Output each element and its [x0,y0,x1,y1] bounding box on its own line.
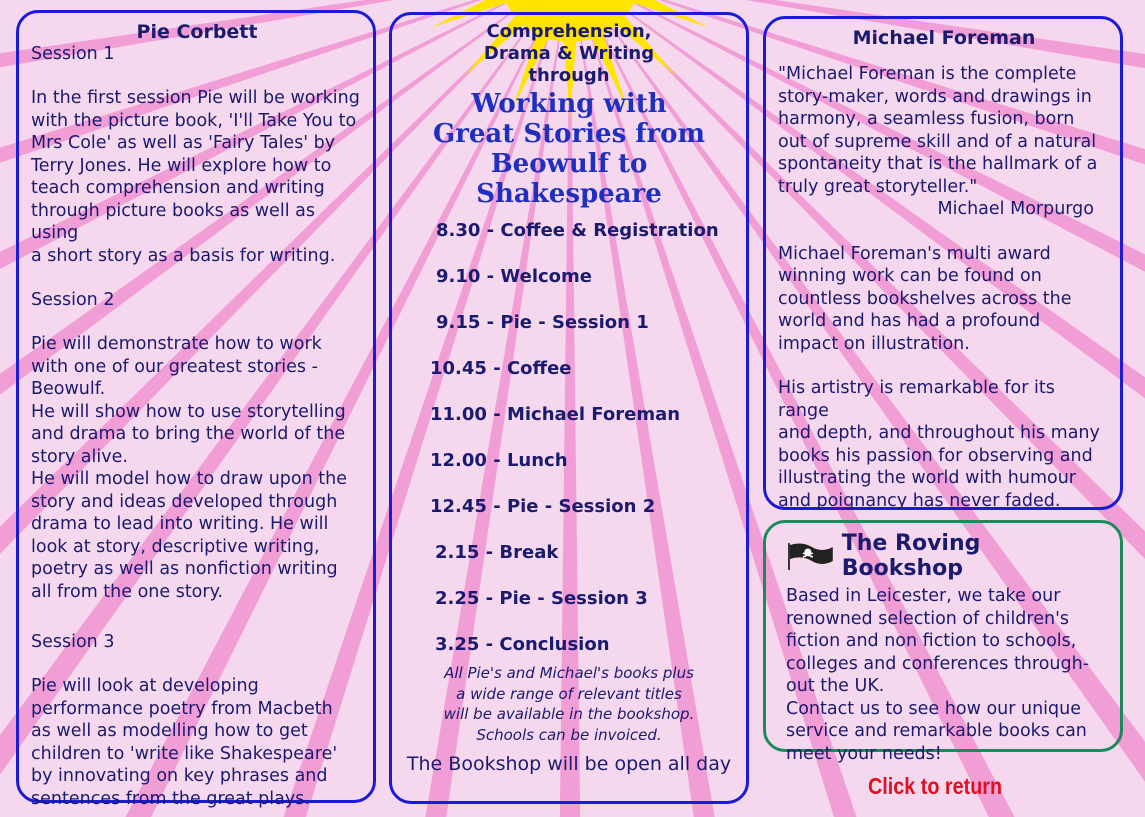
text-line: Beowulf. [31,379,106,399]
session-2-text [31,333,363,603]
text-line: books his passion for observing and [778,445,1093,466]
subheading-line: Comprehension, [486,21,652,42]
session-3-text [31,675,363,810]
panel-title-pie-corbett: Pie Corbett [136,21,258,43]
programme-title [400,89,738,209]
session-1-label: Session 1 [31,44,115,64]
foreman-paragraph-2 [778,377,1110,512]
schedule-item: 9.15 - Pie - Session 1 [436,312,649,333]
text-line: out the UK. [786,676,885,696]
schedule-item: 3.25 - Conclusion [435,634,610,655]
session-3 [31,631,363,810]
text-line: with the picture book, 'I'll Take You to [31,110,357,131]
text-line: He will model how to draw upon the [31,469,347,489]
quote-line: story-maker, words and drawings in [778,86,1092,107]
text-line: illustrating the world with humour [778,468,1077,488]
note-line: Schools can be invoiced. [476,725,662,744]
title-line: Working with [471,89,667,119]
text-line: through picture books as well as using [31,200,315,243]
text-line: all from the one story. [31,581,224,602]
text-line: performance poetry from Macbeth [31,698,333,719]
session-2 [31,289,363,603]
text-line: colleges and conferences through- [786,653,1090,674]
text-line: and drama to bring the world of the [31,424,346,444]
text-line: and depth, and throughout his many [778,423,1100,443]
text-line: story and ideas developed through [31,491,338,512]
text-line: drama to lead into writing. He will [31,514,329,534]
session-2-label: Session 2 [31,290,115,310]
text-line: by innovating on key phrases and [31,766,328,786]
text-line: countless bookshelves across the [778,288,1072,309]
programme-subheading [400,21,738,87]
text-line: winning work can be found on [778,266,1042,286]
schedule-item: 9.10 - Welcome [436,266,593,287]
title-line: Beowulf to [490,149,648,179]
text-line: meet your needs! [786,743,942,764]
schedule-item: 2.25 - Pie - Session 3 [435,588,648,609]
text-line: Contact us to see how our unique [786,698,1082,719]
quote-author: Michael Morpurgo [937,199,1094,219]
text-line: Based in Leicester, we take our [786,586,1061,606]
schedule-item: 12.45 - Pie - Session 2 [430,496,656,517]
roving-bookshop-panel [763,520,1123,764]
subheading-line: Drama & Writing [483,43,655,64]
text-line: look at story, descriptive writing, [31,536,320,557]
text-line: story alive. [31,446,128,467]
bookshop-title: The Roving Bookshop [841,531,981,581]
text-line: children to 'write like Shakespeare' [31,743,338,764]
text-line: Pie will look at developing [31,676,259,696]
text-line: He will show how to use storytelling [31,401,346,422]
bookshop-header [786,531,1108,581]
panel-title-michael-foreman: Michael Foreman [852,27,1036,49]
michael-foreman-panel [763,16,1123,510]
text-line: as well as modelling how to get [31,721,308,741]
text-line: teach comprehension and writing [31,178,325,198]
text-line: His artistry is remarkable for its range [778,378,1055,421]
session-3-label: Session 3 [31,632,115,652]
bookshop-note [400,663,738,745]
note-line: All Pie's and Michael's books plus [444,664,694,682]
title-line: Shakespeare [476,179,662,209]
schedule-item: 10.45 - Coffee [430,358,572,379]
subheading-line: through [528,65,610,86]
morpurgo-quote [778,63,1110,221]
text-line: and poignancy has never faded. [778,490,1061,511]
foreman-paragraph-1 [778,243,1110,356]
quote-line: truly great storyteller." [778,176,978,197]
text-line: In the first session Pie will be working [31,88,360,108]
quote-line: "Michael Foreman is the complete [778,64,1077,84]
click-to-return-link[interactable]: Click to return [868,773,1003,799]
pie-corbett-panel [16,10,376,809]
schedule-item: 2.15 - Break [435,542,559,563]
bookshop-open-note: The Bookshop will be open all day [406,753,732,775]
text-line: Michael Foreman's multi award [778,243,1051,264]
text-line: Terry Jones. He will explore how to [31,155,332,176]
schedule-item: 8.30 - Coffee & Registration [436,220,719,241]
note-line: will be available in the bookshop. [443,705,695,723]
schedule-item: 12.00 - Lunch [430,450,568,471]
text-line: renowned selection of children's [786,608,1070,629]
text-line: Mrs Cole' as well as 'Fairy Tales' by [31,133,336,153]
pirate-flag-icon [786,541,836,571]
title-line: Great Stories from [432,119,706,149]
text-line: world and has had a profound [778,311,1041,331]
session-1-text [31,87,363,267]
quote-line: spontaneity that is the hallmark of a [778,154,1098,174]
quote-line: harmony, a seamless fusion, born [778,109,1075,129]
schedule-list [400,219,738,657]
text-line: fiction and non fiction to schools, [786,631,1077,651]
bookshop-text [786,585,1108,765]
programme-panel [389,12,749,804]
text-line: impact on illustration. [778,333,970,354]
text-line: poetry as well as nonfiction writing [31,559,338,579]
text-line: service and remarkable books can [786,721,1087,741]
note-line: a wide range of relevant titles [456,684,682,703]
quote-line: out of supreme skill and of a natural [778,131,1097,152]
schedule-item: 11.00 - Michael Foreman [430,404,681,425]
text-line: a short story as a basis for writing. [31,245,336,266]
text-line: sentences from the great plays. [31,788,310,809]
text-line: Pie will demonstrate how to work [31,334,322,354]
text-line: with one of our greatest stories - [31,356,318,377]
session-1 [31,43,363,267]
